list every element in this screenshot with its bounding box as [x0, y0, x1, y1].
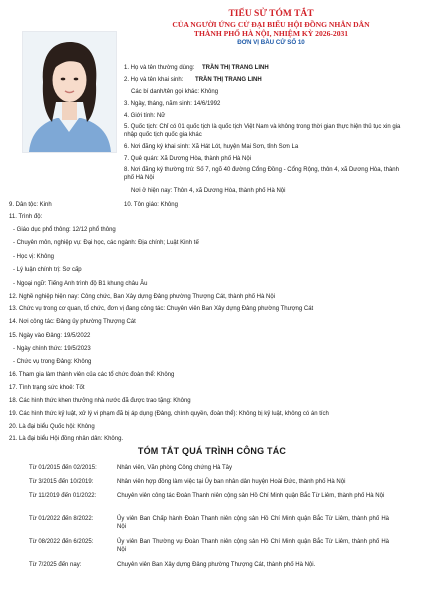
field-foreign-language: - Ngoại ngữ: Tiếng Anh trình độ B1 khung châu Âu [13, 281, 148, 287]
document-subtitle-line1: CỦA NGƯỜI ỨNG CỬ ĐẠI BIỂU HỘI ĐỒNG NHÂN DÂN [172, 20, 370, 29]
work-history-date: Từ 08/2022 đến 6/2025: [29, 539, 94, 545]
work-history-description: Chuyên viên công tác Đoàn Thanh niên cộng sản Hồ Chí Minh quận Bắc Từ Liêm, thành phố Hà Nội [117, 493, 385, 499]
field-hometown: 7. Quê quán: Xã Dương Hòa, thành phố Hà Nội [124, 156, 252, 162]
field-party-position: - Chức vụ trong Đảng: Không [13, 359, 92, 365]
field-date-of-birth: 3. Ngày, tháng, năm sinh: 14/6/1992 [124, 101, 221, 107]
field-professional-qualification: - Chuyên môn, nghiệp vụ: Đại học, các ngành: Địa chính; Luật Kinh tế [13, 240, 199, 246]
work-history-date: Từ 7/2025 đến nay: [29, 562, 82, 568]
field-gender: 4. Giới tính: Nữ [124, 113, 166, 119]
document-subtitle-line2: THÀNH PHỐ HÀ NỘI, NHIỆM KỲ 2026-2031 [193, 29, 349, 39]
field-position: 13. Chức vụ trong cơ quan, tổ chức, đơn vị đang công tác: Chuyên viên Ban Xây dựng Đảng phường Thượng Cát [9, 306, 314, 312]
document-header [122, 9, 420, 47]
work-history-description: Nhân viên hợp đồng làm việc tại Ủy ban nhân dân huyện Hoài Đức, thành phố Hà Nội [117, 479, 346, 485]
document-title: TIỂU SỬ TÓM TẮT [228, 9, 314, 19]
work-history-description: Chuyên viên Ban Xây dựng Đảng phường Thượng Cát, thành phố Hà Nội. [117, 562, 316, 568]
field-workplace: 14. Nơi công tác: Đảng ủy phường Thượng Cát [9, 319, 136, 325]
field-political-theory: - Lý luận chính trị: Sơ cấp [13, 267, 82, 273]
field-birth-registration: 6. Nơi đăng ký khai sinh: Xã Hát Lót, huyện Mai Sơn, tỉnh Sơn La [124, 144, 299, 150]
field-education-heading: 11. Trình độ: [9, 214, 43, 220]
field-occupation: 12. Nghề nghiệp hiện nay: Công chức, Ban Xây dựng Đảng phường Thượng Cát, thành phố Hà Nội [9, 294, 275, 300]
work-history-description: Ủy viên Ban Chấp hành Đoàn Thanh niên cộng sản Hồ Chí Minh quận Bắc Từ Liêm, thành phố Hà Nội [117, 516, 389, 530]
work-history-description: Ủy viên Ban Thường vụ Đoàn Thanh niên cộng sản Hồ Chí Minh quận Bắc Từ Liêm, thành phố Hà Nội [117, 539, 389, 553]
field-general-education: - Giáo dục phổ thông: 12/12 phổ thông [13, 227, 116, 233]
field-religion: 10. Tôn giáo: Không [124, 202, 178, 208]
work-history-date: Từ 01/2022 đến 8/2022: [29, 516, 94, 522]
field-national-assembly: 20. Là đại biểu Quốc hội: Không [9, 424, 95, 430]
field-party-official-date: - Ngày chính thức: 19/5/2023 [13, 346, 91, 352]
field-birth-name: 2. Họ và tên khai sinh: TRẦN THỊ TRANG LINH [124, 77, 262, 83]
field-permanent-residence: 8. Nơi đăng ký thường trú: Số 7, ngõ 40 đường Cổng Đồng - Cổng Rộng, thôn 4, xã Dương Hòa, thành phố Hà Nội [124, 167, 399, 181]
work-history-date: Từ 01/2015 đến 02/2015: [29, 465, 97, 471]
field-organizations: 16. Tham gia làm thành viên của các tổ chức đoàn thể: Không [9, 372, 175, 378]
field-health: 17. Tình trạng sức khoẻ: Tốt [9, 385, 85, 391]
field-aliases: Các bí danh/tên gọi khác: Không [131, 89, 219, 95]
field-current-residence: Nơi ở hiện nay: Thôn 4, xã Dương Hòa, thành phố Hà Nội [131, 188, 286, 194]
field-academic-degree: - Học vị: Không [13, 254, 55, 260]
field-disciplinary: 19. Các hình thức kỷ luật, xử lý vi phạm đã bị áp dụng (Đảng, chính quyền, đoàn thể): Không bị kỷ luật, không có án tích [9, 411, 329, 417]
work-history-description: Nhân viên, Văn phòng Công chứng Hà Tây [117, 465, 232, 471]
electoral-unit: ĐƠN VỊ BẦU CỬ SỐ 10 [237, 39, 305, 47]
field-peoples-council: 21. Là đại biểu Hội đồng nhân dân: Không. [9, 436, 124, 442]
work-history-title: TÓM TẮT QUÁ TRÌNH CÔNG TÁC [137, 446, 287, 456]
candidate-portrait-photo [22, 31, 117, 153]
field-awards: 18. Các hình thức khen thưởng nhà nước đã được trao tặng: Không [9, 398, 191, 404]
field-ethnicity: 9. Dân tộc: Kinh [9, 202, 52, 208]
work-history-date: Từ 11/2019 đến 01/2022: [29, 493, 97, 499]
field-common-name: 1. Họ và tên thường dùng: TRẦN THỊ TRANG LINH [124, 65, 269, 71]
field-party-join-date: 15. Ngày vào Đảng: 19/5/2022 [9, 333, 91, 339]
field-nationality: 5. Quốc tịch: Chỉ có 01 quốc tịch là quốc tịch Việt Nam và không trong thời gian thực hiện thủ tục xin gia nhập quốc tịch quốc gia khác [124, 124, 401, 138]
work-history-date: Từ 3/2015 đến 10/2019: [29, 479, 94, 485]
